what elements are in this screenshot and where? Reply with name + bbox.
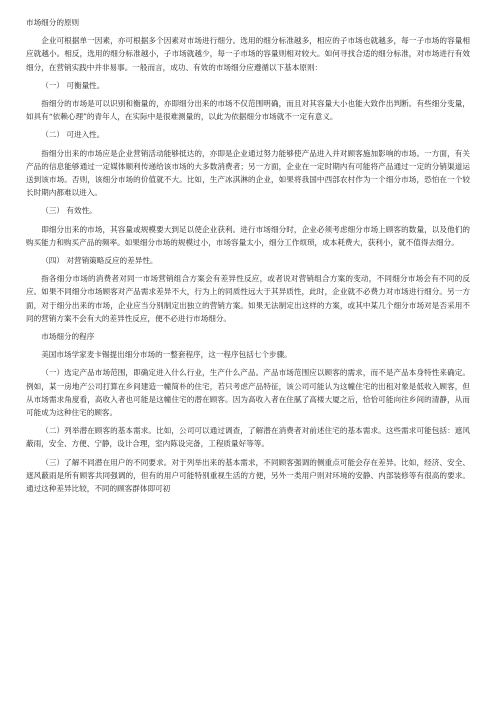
paragraph: 即细分出来的市场，其容量或规模要大到足以使企业获利。进行市场细分时，企业必须考虑细分市场上顾客的数量，以及他们的购买能力和购买产品的频率。如果细分市场的规模过小，市场容量太小，细分工作烦琐，成本耗费大，获利小，就不值得去细分。 [26,224,470,247]
paragraph: （二）列举潜在顾客的基本需求。比如，公司可以通过调查，了解潜在消费者对前述住宅的基本需求。这些需求可能包括：遮风蔽雨，安全、方便、宁静，设计合理，室内陈设完备，工程质量好等等。 [26,426,470,449]
section-heading: （三） 有效性。 [41,206,97,216]
paragraph: （一）选定产品市场范围，即确定进入什么行业，生产什么产品。产品市场范围应以顾客的需求，而不是产品本身特性来确定。例如，某一房地产公司打算在乡间建造一幢简朴的住宅，若只考虑产品特征，该公司可能认为这幢住宅的出租对象是低收入顾客，但从市场需求角度看，高收入者也可能是这幢住宅的潜在顾客。因为高收入者在住腻了高楼大厦之后，恰恰可能向往乡间的清静，从而可能成为这种住宅的顾客。 [26,368,470,418]
section-heading: （一） 可衡量性。 [41,80,105,90]
paragraph: 指细分的市场是可以识别和衡量的，亦即细分出来的市场不仅范围明确，而且对其容量大小也能大致作出判断。有些细分变量，如具有“依赖心理”的青年人，在实际中是很难测量的，以此为依据细分市场就不一定有意义。 [26,99,470,122]
paragraph: （三）了解不同潜在用户的不同要求。对于列举出来的基本需求，不同顾客强调的侧重点可能会存在差异。比如，经济、安全、遮风蔽雨是所有顾客共同强调的，但有的用户可能特别重视生活的方便，另外一类用户则对环境的安静、内部装修等有很高的要求。通过这种差异比较，不同的顾客群体即可初 [26,457,470,494]
document-title: 市场细分的原则 [26,18,80,27]
paragraph: 指细分出来的市场应是企业营销活动能够抵达的，亦即是企业通过努力能够使产品进入并对顾客施加影响的市场。一方面，有关产品的信息能够通过一定媒体顺利传递给该市场的大多数消费者；另一方面，企业在一定时期内有可能将产品通过一定的分销渠道运送到该市场。否则，该细分市场的价值就不大。比如，生产冰淇淋的企业，如果将我国中西部农村作为一个细分市场，恐怕在一个较长时期内都难以进入。 [26,148,470,198]
document-body [26,34,470,495]
section-heading: 市场细分的程序 [41,332,95,342]
section-heading: （四） 对营销策略反应的差异性。 [41,256,158,266]
paragraph: 企业可根据单一因素，亦可根据多个因素对市场进行细分。选用的细分标准越多，相应的子市场也就越多，每一子市场的容量相应就越小。相反，选用的细分标准越小，子市场就越少，每一子市场的容量则相对较大。如何寻找合适的细分标准，对市场进行有效细分，在营销实践中并非易事。一般而言，成功、有效的市场细分应遵循以下基本原则： [26,36,470,72]
paragraph: 指各细分市场的消费者对同一市场营销组合方案会有差异性反应，或者说对营销组合方案的变动，不同细分市场会有不同的反应。如果不同细分市场顾客对产品需求差异不大，行为上的同质性远大于其异质性，此时，企业就不必费力对市场进行细分。另一方面，对于细分出来的市场，企业应当分别制定出独立的营销方案。如果无法制定出这样的方案，或其中某几个细分市场对是否采用不同的营销方案不会有大的差异性反应，便不必进行市场细分。 [26,274,470,323]
section-heading: （二） 可进入性。 [41,130,105,140]
paragraph: 美国市场学家麦卡锡提出细分市场的一整套程序，这一程序包括七个步骤。 [41,350,292,360]
